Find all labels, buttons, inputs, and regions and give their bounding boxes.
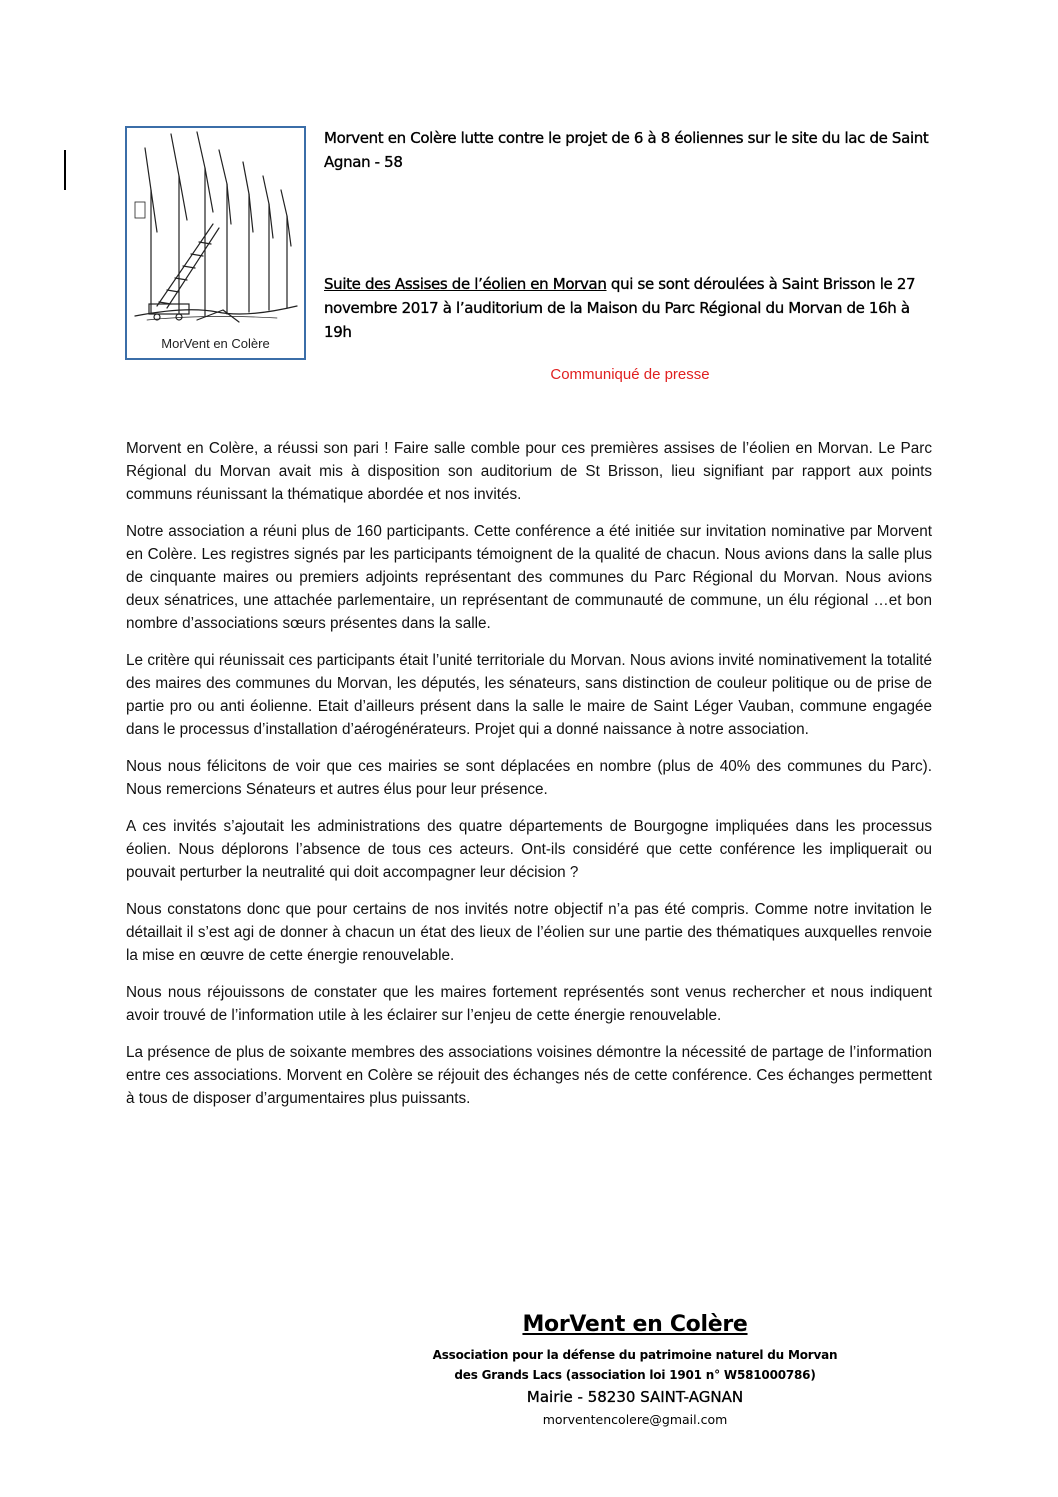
footer-line1: Association pour la défense du patrimoine naturel du Morvan: [432, 1348, 838, 1362]
paragraph-4: Nous nous félicitons de voir que ces mairies se sont déplacées en nombre (plus de 40% des communes du Parc). Nous remercions Sénateurs et autres élus pour leur présence.: [126, 758, 932, 798]
paragraph-6: Nous constatons donc que pour certains de nos invités notre objectif n’a pas été compris. Comme notre invitation le détaillait il s’est agi de donner à chacun un état des lieux de l’éolien sur une partie des thématiques auxquelles renvoie la mise en œuvre de cette énergie renouvelable.: [126, 901, 932, 964]
paragraph-1: Morvent en Colère, a réussi son pari ! Faire salle comble pour ces premières assises de l’éolien en Morvan. Le Parc Régional du Morvan avait mis à disposition son auditorium de St Brisson, lieu signifiant par rapport aux points communs réunissant la thématique abordée et nos invités.: [126, 440, 932, 503]
header-line1: Morvent en Colère lutte contre le projet de 6 à 8 éoliennes sur le site du lac de Saint Agnan - 58: [324, 129, 929, 171]
paragraph-5: A ces invités s’ajoutait les administrations des quatre départements de Bourgogne impliquées dans les processus éolien. Nous déplorons l’absence de tous ces acteurs. Ont-ils considéré que cette conférence les impliquerait ou pouvait perturber la neutralité qui doit accompagner leur décision ?: [126, 818, 932, 881]
paragraph-7: Nous nous réjouissons de constater que les maires fortement représentés sont venus rechercher et nous indiquent avoir trouvé de l’information utile à les éclairer sur l’enjeu de cette énergie renouvelable.: [126, 984, 932, 1024]
header-line2-rest: qui se sont déroulées à Saint Brisson le 27 novembre 2017 à l’auditorium de la Maison du Parc Régional du Morvan de 16h à 19h: [324, 275, 916, 341]
footer-org-name: MorVent en Colère: [522, 1312, 748, 1337]
header-line2: [324, 272, 936, 344]
header-line2-underlined: Suite des Assises de l’éolien en Morvan: [324, 275, 607, 293]
wind-turbines-drawing: [127, 128, 304, 333]
paragraph-2: Notre association a réuni plus de 160 participants. Cette conférence a été initiée sur invitation nominative par Morvent en Colère. Les registres signés par les participants témoignent de la qualité de chacun. Nous avions dans la salle plus de cinquante maires ou premiers adjoints représentant des communes du Parc Régional du Morvan. Nous avions deux sénatrices, une attachée parlementaire, un représentant de communauté de commune, un élu régional …et bon nombre d’associations sœurs présentes dans la salle.: [126, 523, 932, 632]
press-release-label: Communiqué de presse: [550, 366, 710, 383]
footer-address: Mairie - 58230 SAINT-AGNAN: [526, 1388, 744, 1406]
paragraph-8: La présence de plus de soixante membres des associations voisines démontre la nécessité de partage de l’information entre ces associations. Morvent en Colère se réjouit des échanges nés de cette conférence. Ces échanges permettent à tous de disposer d’argumentaires plus puissants.: [126, 1044, 932, 1107]
paragraph-3: Le critère qui réunissait ces participants était l’unité territoriale du Morvan. Nous avions invité nominativement la totalité des maires des communes du Morvan, les députés, les sénateurs, sans distinction de couleur politique ou de prise de partie pro ou anti éolienne. Etait d’ailleurs présent dans la salle le maire de Saint Léger Vauban, commune engagée dans le processus d’installation d’aérogénérateurs. Projet qui a donné naissance à notre association.: [126, 652, 932, 738]
footer: [330, 1312, 940, 1431]
footer-line2: des Grands Lacs (association loi 1901 n° W581000786): [454, 1368, 816, 1382]
logo: [125, 126, 306, 360]
footer-email: morventencolere@gmail.com: [542, 1412, 728, 1427]
text-cursor: [64, 150, 66, 190]
body-text: [126, 437, 932, 1124]
logo-caption: MorVent en Colère: [161, 336, 270, 351]
